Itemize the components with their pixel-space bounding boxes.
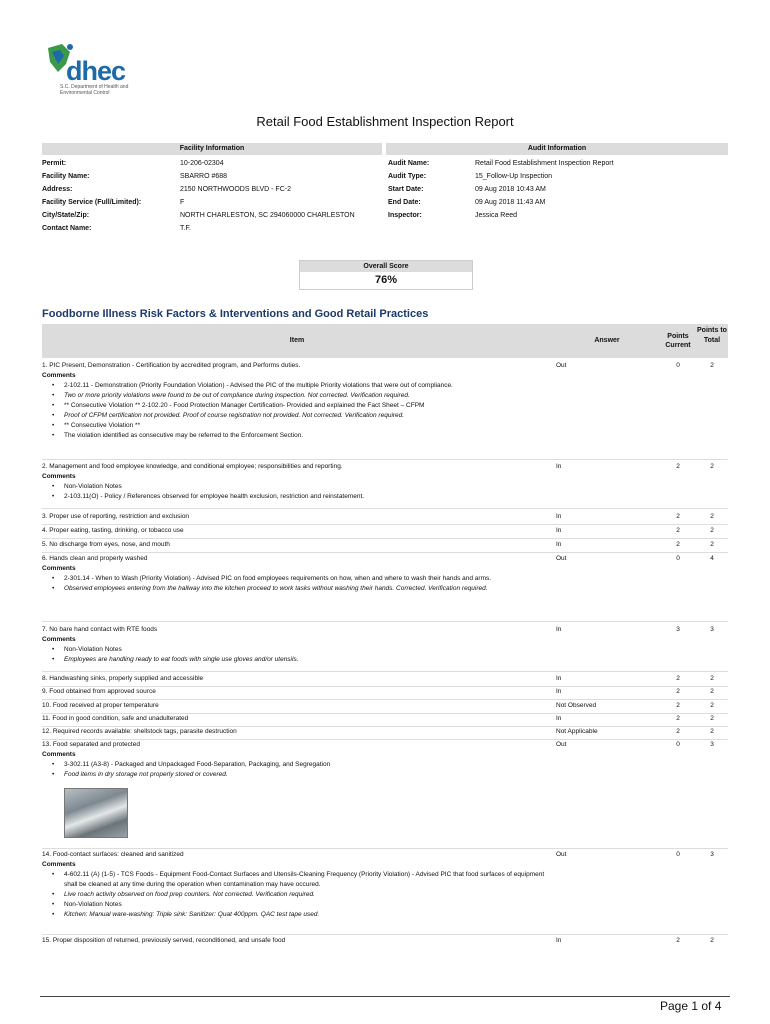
comment-observation: • Two or more priority violations were found to be out of compliance during inspection. Not corrected. Verification required. — [52, 391, 547, 401]
row-answer: In — [556, 513, 562, 520]
row-item: 9. Food obtained from approved source — [42, 688, 156, 695]
row-answer: In — [556, 715, 562, 722]
row-points-current: 2 — [676, 463, 680, 470]
audit-row: Audit Name: — [388, 160, 430, 167]
facility-header: Facility Information — [42, 143, 382, 155]
table-row — [42, 727, 728, 740]
row-points-total: 2 — [710, 675, 714, 682]
audit-value: 09 Aug 2018 11:43 AM — [475, 199, 546, 206]
audit-row: Audit Type: — [388, 173, 426, 180]
table-row — [42, 701, 728, 714]
comment: • 2-103.11(O) - Policy / References observed for employee health exclusion, restriction and reinstatement. — [52, 492, 547, 502]
score-value: 76% — [374, 274, 398, 286]
row-answer: In — [556, 937, 562, 944]
footer-divider — [40, 996, 730, 997]
row-answer: Out — [556, 362, 567, 369]
row-points-total: 2 — [710, 513, 714, 520]
audit-header: Audit Information — [386, 143, 728, 155]
row-points-current: 0 — [676, 851, 680, 858]
facility-value: NORTH CHARLESTON, SC 294060000 CHARLESTON — [180, 212, 355, 219]
row-points-total: 2 — [710, 688, 714, 695]
table-row — [42, 687, 728, 700]
row-points-total: 3 — [710, 626, 714, 633]
row-answer: In — [556, 463, 562, 470]
audit-value: Jessica Reed — [475, 212, 518, 219]
facility-row: City/State/Zip: — [42, 212, 90, 219]
row-points-current: 0 — [676, 555, 680, 562]
comments-label: Comments — [42, 861, 76, 868]
comment: • Non-Violation Notes — [52, 645, 547, 655]
audit-value: 15_Follow-Up Inspection — [475, 173, 553, 180]
row-item: 1. PIC Present, Demonstration - Certification by accredited program, and Performs duties. — [42, 362, 301, 369]
facility-row: Facility Name: — [42, 173, 90, 180]
comments-label: Comments — [42, 372, 76, 379]
row-points-total: 2 — [710, 728, 714, 735]
row-answer: In — [556, 527, 562, 534]
table-row — [42, 540, 728, 553]
row-item: 7. No bare hand contact with RTE foods — [42, 626, 158, 633]
row-item: 4. Proper eating, tasting, drinking, or tobacco use — [42, 527, 184, 534]
row-points-current: 2 — [676, 541, 680, 548]
score-label: Overall Score — [300, 261, 472, 272]
comment: • ** Consecutive Violation ** — [52, 421, 547, 431]
col-points-total: Points to Total — [697, 327, 727, 344]
row-points-total: 3 — [710, 851, 714, 858]
table-row — [42, 674, 728, 687]
comments-label: Comments — [42, 473, 76, 480]
row-answer: Out — [556, 851, 567, 858]
page-number: Page 1 of 4 — [660, 999, 722, 1013]
table-row — [42, 554, 728, 622]
row-points-current: 2 — [676, 728, 680, 735]
row-points-current: 3 — [676, 626, 680, 633]
row-item: 13. Food separated and protected — [42, 741, 140, 748]
row-points-current: 2 — [676, 688, 680, 695]
row-item: 5. No discharge from eyes, nose, and mouth — [42, 541, 170, 548]
overall-score — [299, 260, 473, 290]
comment-observation: • Proof of CFPM certification not provided. Proof of course registration not provided. Not corrected. Verification required. — [52, 411, 547, 421]
row-points-current: 0 — [676, 741, 680, 748]
row-points-total: 3 — [710, 741, 714, 748]
row-points-current: 2 — [676, 513, 680, 520]
row-answer: Not Applicable — [556, 728, 598, 735]
comment: • Non-Violation Notes — [52, 482, 547, 492]
comments-label: Comments — [42, 565, 76, 572]
row-item: 8. Handwashing sinks, properly supplied and accessible — [42, 675, 204, 682]
audit-row: Inspector: — [388, 212, 422, 219]
comments-label: Comments — [42, 636, 76, 643]
table-row — [42, 625, 728, 672]
row-answer: In — [556, 675, 562, 682]
row-points-total: 2 — [710, 541, 714, 548]
row-points-current: 2 — [676, 702, 680, 709]
col-points-current: Points Current — [665, 333, 691, 349]
facility-value: F — [180, 199, 185, 206]
table-row — [42, 936, 728, 948]
audit-value: Retail Food Establishment Inspection Report — [475, 160, 614, 167]
comment-observation: • Observed employees entering from the hallway into the kitchen proceed to work tasks without washing their hands. Corrected. Verification required. — [52, 584, 547, 594]
row-points-total: 2 — [710, 937, 714, 944]
row-points-current: 2 — [676, 937, 680, 944]
row-points-total: 2 — [710, 527, 714, 534]
row-points-total: 4 — [710, 555, 714, 562]
audit-value: 09 Aug 2018 10:43 AM — [475, 186, 546, 193]
facility-row: Facility Service (Full/Limited): — [42, 199, 142, 206]
row-item: 2. Management and food employee knowledge, and conditional employee; responsibilities and reporting. — [42, 463, 343, 470]
table-row — [42, 740, 728, 849]
table-header — [42, 324, 728, 358]
table-row — [42, 526, 728, 539]
table-row — [42, 714, 728, 727]
row-answer: In — [556, 626, 562, 633]
row-answer: In — [556, 688, 562, 695]
row-item: 3. Proper use of reporting, restriction and exclusion — [42, 513, 190, 520]
row-points-total: 2 — [710, 463, 714, 470]
comment: • 3-302.11 (A3-8) - Packaged and Unpackaged Food-Separation, Packaging, and Segregation — [52, 760, 547, 770]
table-row — [42, 850, 728, 935]
facility-value: SBARRO #688 — [180, 173, 228, 180]
row-points-total: 2 — [710, 702, 714, 709]
row-item: 12. Required records available: shellstock tags, parasite destruction — [42, 728, 237, 735]
comment-observation: • Employees are handling ready to eat foods with single use gloves and/or utensils. — [52, 655, 547, 665]
row-points-current: 2 — [676, 675, 680, 682]
comments-label: Comments — [42, 751, 76, 758]
row-item: 6. Hands clean and properly washed — [42, 555, 148, 562]
comment-observation: • Food items in dry storage not properly stored or covered. — [52, 770, 547, 780]
row-item: 14. Food-contact surfaces: cleaned and sanitized — [42, 851, 184, 858]
comment: • 4-602.11 (A) (1-5) - TCS Foods - Equipment Food-Contact Surfaces and Utensils-Cleaning Frequency (Priority Violation) - Advised PIC that food surfaces of equipment shall be cleaned at any time during the operation when contamination may have occured. — [52, 870, 547, 890]
comment-observation: • Live roach activity observed on food prep counters. Not corrected. Verification required. — [52, 890, 547, 900]
audit-row: End Date: — [388, 199, 421, 206]
row-item: 10. Food received at proper temperature — [42, 702, 159, 709]
row-points-total: 2 — [710, 362, 714, 369]
comment: • 2-301.14 - When to Wash (Priority Violation) - Advised PIC on food employees requirements on how, when and where to wash their hands and arms. — [52, 574, 547, 584]
comment: • 2-102.11 - Demonstration (Priority Foundation Violation) - Advised the PIC of the multiple Priority violations that were out of compliance. — [52, 381, 547, 391]
facility-row: Contact Name: — [42, 225, 92, 232]
facility-value: 2150 NORTHWOODS BLVD - FC-2 — [180, 186, 291, 193]
row-points-current: 0 — [676, 362, 680, 369]
facility-row: Address: — [42, 186, 73, 193]
audit-row: Start Date: — [388, 186, 424, 193]
facility-value: 10-206-02304 — [180, 160, 224, 167]
comment: • Non-Violation Notes — [52, 900, 547, 910]
col-item: Item — [289, 337, 305, 344]
row-item: 11. Food in good condition, safe and unadulterated — [42, 715, 189, 722]
row-answer: Out — [556, 555, 567, 562]
row-item: 15. Proper disposition of returned, previously served, reconditioned, and unsafe food — [42, 937, 286, 944]
logo-wordmark: dhec — [66, 56, 126, 86]
facility-row: Permit: — [42, 160, 67, 167]
logo-subtitle: S.C. Department of Health and Environmental Control — [60, 84, 129, 96]
table-row — [42, 462, 728, 509]
table-row — [42, 512, 728, 525]
report-title: Retail Food Establishment Inspection Report — [256, 114, 514, 129]
evidence-photo[interactable] — [64, 788, 128, 838]
row-points-total: 2 — [710, 715, 714, 722]
row-answer: Out — [556, 741, 567, 748]
table-row — [42, 361, 728, 460]
row-points-current: 2 — [676, 715, 680, 722]
comment: • ** Consecutive Violation ** 2-102.20 - Food Protection Manager Certification- Provided and explained the Fact Sheet – CFPM — [52, 401, 547, 411]
row-points-current: 2 — [676, 527, 680, 534]
row-answer: In — [556, 541, 562, 548]
row-answer: Not Observed — [556, 702, 597, 709]
comment-observation: • Kitchen: Manual ware-washing: Triple sink: Sanitizer: Quat 400ppm. QAC test tape used. — [52, 910, 547, 920]
section-title: Foodborne Illness Risk Factors & Interventions and Good Retail Practices — [42, 308, 429, 320]
col-answer: Answer — [594, 337, 620, 344]
comment: • The violation identified as consecutive may be referred to the Enforcement Section. — [52, 431, 547, 441]
facility-value: T.F. — [180, 225, 191, 232]
